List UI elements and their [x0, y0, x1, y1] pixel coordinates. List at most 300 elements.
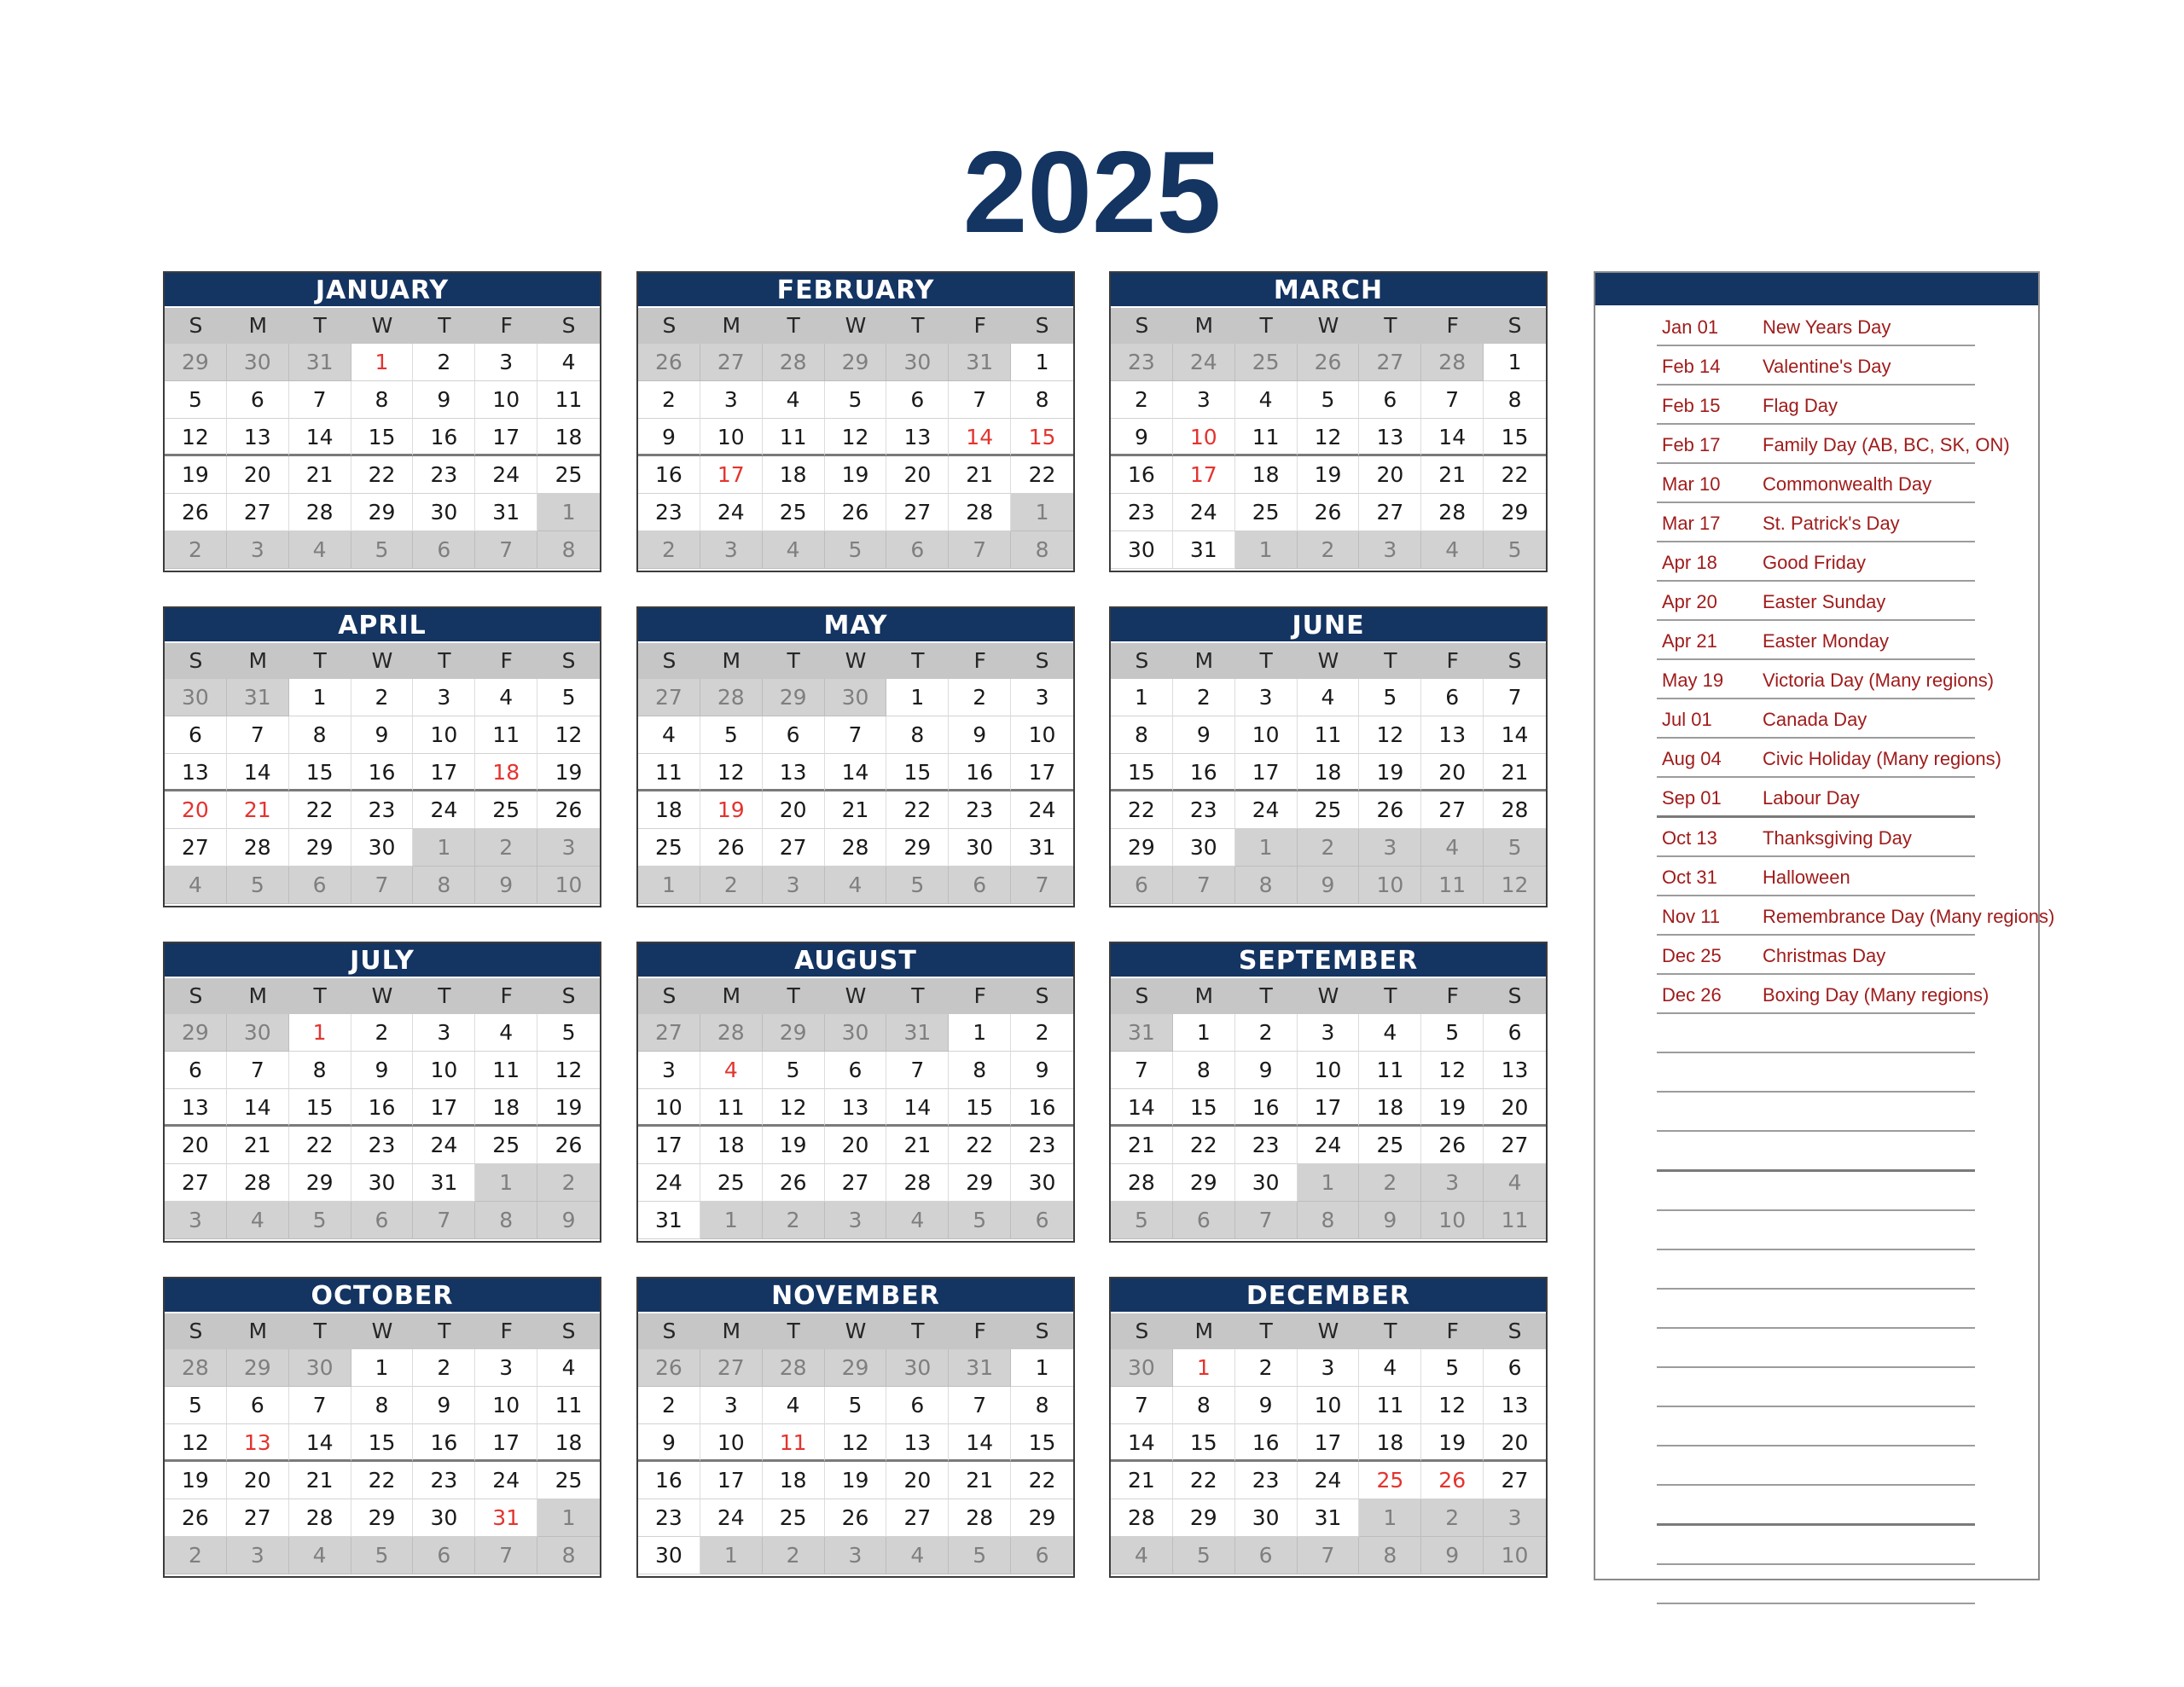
day-cell: 4	[763, 381, 825, 419]
day-cell: 30	[413, 1499, 475, 1537]
day-cell: 23	[1173, 791, 1235, 829]
other-month-day: 6	[1173, 1202, 1235, 1239]
holiday-name: Canada Day	[1763, 709, 1867, 730]
day-cell: 12	[537, 716, 600, 754]
day-cell: 1	[1111, 679, 1173, 716]
day-cell: 27	[165, 1164, 227, 1202]
weekday-label: T	[313, 648, 327, 673]
day-cell: 7	[949, 381, 1011, 419]
day-cell: 19	[165, 456, 227, 494]
holiday-date: Apr 20	[1662, 591, 1717, 612]
day-cell: 14	[825, 754, 887, 791]
other-month-day: 4	[1484, 1164, 1546, 1202]
other-month-day: 8	[475, 1202, 537, 1239]
other-month-day: 10	[537, 867, 600, 904]
other-month-day: 4	[289, 531, 351, 569]
day-cell: 5	[700, 716, 763, 754]
day-cell: 13	[1484, 1052, 1546, 1089]
day-cell: 10	[638, 1089, 700, 1127]
day-cell: 20	[1359, 456, 1421, 494]
other-month-day: 3	[825, 1202, 887, 1239]
day-cell: 5	[1421, 1014, 1484, 1052]
other-month-day: 4	[763, 531, 825, 569]
day-cell: 28	[227, 1164, 289, 1202]
day-cell: 8	[1111, 716, 1173, 754]
weekday-label: S	[1135, 983, 1149, 1008]
day-cell: 17	[1011, 754, 1073, 791]
day-cell: 22	[1111, 791, 1173, 829]
day-cell: 23	[1111, 494, 1173, 531]
day-cell: 3	[1235, 679, 1298, 716]
other-month-day: 29	[165, 344, 227, 381]
day-cell: 5	[165, 1387, 227, 1424]
day-cell: 13	[886, 1424, 949, 1462]
day-cell: 29	[351, 494, 414, 531]
weekday-header	[638, 977, 1073, 1014]
weekday-label: T	[1259, 313, 1273, 338]
month-december	[1109, 1277, 1548, 1578]
day-cell: 5	[1298, 381, 1360, 419]
day-cell: 18	[638, 791, 700, 829]
holiday-date: Oct 13	[1662, 827, 1717, 849]
weekday-label: M	[1194, 983, 1214, 1008]
holiday-name: St. Patrick's Day	[1763, 513, 1900, 534]
other-month-day: 7	[475, 1537, 537, 1574]
holiday-name: Halloween	[1763, 867, 1850, 888]
day-cell: 15	[1484, 419, 1546, 456]
day-cell: 7	[886, 1052, 949, 1089]
day-cell: 26	[1421, 1127, 1484, 1164]
day-cell: 15	[1011, 419, 1073, 456]
day-cell: 18	[700, 1127, 763, 1164]
day-cell: 12	[1421, 1052, 1484, 1089]
day-cell: 30	[638, 1537, 700, 1574]
day-cell: 25	[475, 791, 537, 829]
other-month-day: 5	[886, 867, 949, 904]
day-cell: 1	[1173, 1349, 1235, 1387]
day-cell: 25	[763, 494, 825, 531]
day-cell: 13	[1421, 716, 1484, 754]
weekday-label: F	[500, 983, 513, 1008]
holiday-date: Feb 14	[1662, 356, 1721, 377]
day-cell: 6	[1484, 1014, 1546, 1052]
weekday-label: S	[662, 1319, 677, 1343]
day-cell: 3	[700, 381, 763, 419]
weekday-header	[165, 977, 600, 1014]
other-month-day: 30	[1111, 1349, 1173, 1387]
day-cell: 19	[700, 791, 763, 829]
day-cell: 8	[949, 1052, 1011, 1089]
day-cell: 2	[1011, 1014, 1073, 1052]
day-cell: 6	[1421, 679, 1484, 716]
day-cell: 25	[537, 1462, 600, 1499]
day-cell: 23	[1011, 1127, 1073, 1164]
other-month-day: 31	[949, 344, 1011, 381]
holiday-name: Civic Holiday (Many regions)	[1763, 748, 2001, 769]
day-cell: 1	[289, 679, 351, 716]
other-month-day: 29	[227, 1349, 289, 1387]
day-grid	[165, 679, 600, 904]
day-cell: 14	[227, 754, 289, 791]
weekday-label: S	[561, 313, 576, 338]
weekday-header	[165, 1312, 600, 1349]
weekday-label: T	[787, 1319, 800, 1343]
other-month-day: 30	[289, 1349, 351, 1387]
other-month-day: 6	[1235, 1537, 1298, 1574]
day-cell: 12	[1421, 1387, 1484, 1424]
weekday-label: M	[722, 1319, 741, 1343]
day-cell: 18	[763, 1462, 825, 1499]
day-cell: 15	[886, 754, 949, 791]
day-cell: 16	[638, 456, 700, 494]
blank-ruled-line	[1657, 1486, 1975, 1526]
day-cell: 15	[289, 754, 351, 791]
day-cell: 10	[700, 1424, 763, 1462]
other-month-day: 2	[638, 531, 700, 569]
other-month-day: 3	[227, 1537, 289, 1574]
holiday-name: Boxing Day (Many regions)	[1763, 984, 1989, 1006]
day-cell: 27	[1484, 1127, 1546, 1164]
day-cell: 13	[825, 1089, 887, 1127]
weekday-label: F	[500, 1319, 513, 1343]
day-cell: 17	[1298, 1089, 1360, 1127]
day-cell: 28	[949, 1499, 1011, 1537]
day-cell: 16	[1235, 1424, 1298, 1462]
day-cell: 12	[825, 419, 887, 456]
day-cell: 26	[1298, 494, 1360, 531]
weekday-label: W	[371, 648, 393, 673]
other-month-day: 28	[1421, 344, 1484, 381]
month-september	[1109, 942, 1548, 1243]
holiday-row	[1657, 582, 1975, 621]
day-cell: 28	[1111, 1164, 1173, 1202]
blank-ruled-line	[1657, 1172, 1975, 1211]
day-cell: 12	[825, 1424, 887, 1462]
day-cell: 23	[351, 791, 414, 829]
day-cell: 21	[1111, 1462, 1173, 1499]
holiday-name: Easter Monday	[1763, 630, 1889, 652]
weekday-label: S	[561, 983, 576, 1008]
weekday-label: T	[438, 648, 451, 673]
day-cell: 30	[1235, 1164, 1298, 1202]
year-title: 2025	[962, 127, 1222, 257]
day-cell: 21	[825, 791, 887, 829]
month-title: AUGUST	[638, 943, 1073, 977]
other-month-day: 1	[475, 1164, 537, 1202]
day-cell: 25	[1359, 1462, 1421, 1499]
other-month-day: 30	[165, 679, 227, 716]
other-month-day: 5	[227, 867, 289, 904]
day-cell: 27	[227, 494, 289, 531]
day-cell: 16	[413, 419, 475, 456]
blank-ruled-line	[1657, 1526, 1975, 1565]
other-month-day: 4	[1421, 829, 1484, 867]
day-cell: 20	[886, 1462, 949, 1499]
holiday-row	[1657, 857, 1975, 896]
day-cell: 15	[351, 1424, 414, 1462]
blank-ruled-line	[1657, 1211, 1975, 1250]
weekday-label: S	[1035, 983, 1049, 1008]
weekday-label: T	[438, 1319, 451, 1343]
weekday-label: M	[722, 313, 741, 338]
other-month-day: 27	[638, 1014, 700, 1052]
day-grid	[638, 679, 1073, 904]
weekday-label: T	[911, 648, 925, 673]
day-cell: 29	[289, 829, 351, 867]
other-month-day: 27	[638, 679, 700, 716]
other-month-day: 31	[949, 1349, 1011, 1387]
other-month-day: 23	[1111, 344, 1173, 381]
day-cell: 1	[289, 1014, 351, 1052]
day-cell: 12	[700, 754, 763, 791]
day-cell: 24	[413, 1127, 475, 1164]
other-month-day: 2	[1359, 1164, 1421, 1202]
weekday-label: F	[973, 983, 986, 1008]
day-cell: 4	[1235, 381, 1298, 419]
month-may	[636, 606, 1075, 907]
day-cell: 26	[700, 829, 763, 867]
holiday-row	[1657, 464, 1975, 503]
weekday-header	[1111, 1312, 1546, 1349]
day-cell: 13	[165, 754, 227, 791]
weekday-label: T	[911, 1319, 925, 1343]
day-cell: 12	[165, 1424, 227, 1462]
holiday-date: Feb 17	[1662, 434, 1721, 455]
day-cell: 11	[537, 1387, 600, 1424]
day-cell: 2	[413, 1349, 475, 1387]
day-cell: 3	[413, 1014, 475, 1052]
holiday-date: Apr 18	[1662, 552, 1717, 573]
other-month-day: 3	[1359, 829, 1421, 867]
day-grid	[638, 1349, 1073, 1574]
day-grid	[1111, 679, 1546, 904]
weekday-label: W	[371, 1319, 393, 1343]
day-cell: 1	[351, 344, 414, 381]
day-cell: 29	[1011, 1499, 1073, 1537]
day-cell: 3	[475, 1349, 537, 1387]
day-cell: 22	[351, 456, 414, 494]
holiday-row	[1657, 818, 1975, 857]
other-month-day: 30	[886, 1349, 949, 1387]
day-cell: 24	[1298, 1462, 1360, 1499]
blank-ruled-line	[1657, 1446, 1975, 1486]
day-cell: 20	[886, 456, 949, 494]
day-cell: 18	[475, 1089, 537, 1127]
day-cell: 9	[351, 716, 414, 754]
other-month-day: 3	[1359, 531, 1421, 569]
other-month-day: 30	[825, 679, 887, 716]
day-cell: 17	[700, 456, 763, 494]
day-cell: 6	[825, 1052, 887, 1089]
weekday-label: M	[722, 648, 741, 673]
other-month-day: 28	[700, 1014, 763, 1052]
weekday-label: M	[1194, 1319, 1214, 1343]
weekday-label: T	[313, 1319, 327, 1343]
other-month-day: 7	[1298, 1537, 1360, 1574]
other-month-day: 8	[1235, 867, 1298, 904]
day-cell: 30	[351, 1164, 414, 1202]
day-cell: 13	[886, 419, 949, 456]
other-month-day: 6	[351, 1202, 414, 1239]
day-cell: 9	[949, 716, 1011, 754]
holiday-name: Good Friday	[1763, 552, 1867, 573]
month-title: MAY	[638, 608, 1073, 641]
day-cell: 28	[289, 494, 351, 531]
day-cell: 21	[227, 1127, 289, 1164]
blank-ruled-line	[1657, 1329, 1975, 1368]
day-cell: 13	[1359, 419, 1421, 456]
month-title: NOVEMBER	[638, 1278, 1073, 1312]
other-month-day: 3	[227, 531, 289, 569]
other-month-day: 31	[227, 679, 289, 716]
other-month-day: 9	[475, 867, 537, 904]
month-title: MARCH	[1111, 273, 1546, 306]
other-month-day: 8	[537, 1537, 600, 1574]
day-cell: 15	[949, 1089, 1011, 1127]
day-cell: 24	[638, 1164, 700, 1202]
day-cell: 7	[1421, 381, 1484, 419]
weekday-label: F	[1446, 648, 1459, 673]
day-cell: 1	[949, 1014, 1011, 1052]
day-cell: 5	[165, 381, 227, 419]
weekday-label: T	[1384, 313, 1397, 338]
other-month-day: 30	[227, 1014, 289, 1052]
weekday-label: T	[313, 983, 327, 1008]
day-cell: 27	[886, 494, 949, 531]
day-cell: 17	[1173, 456, 1235, 494]
day-cell: 4	[763, 1387, 825, 1424]
day-cell: 30	[1011, 1164, 1073, 1202]
day-cell: 12	[165, 419, 227, 456]
day-cell: 24	[700, 494, 763, 531]
day-cell: 27	[1359, 494, 1421, 531]
holiday-name: Remembrance Day (Many regions)	[1763, 906, 2055, 927]
day-cell: 11	[638, 754, 700, 791]
day-cell: 28	[1111, 1499, 1173, 1537]
day-cell: 26	[537, 1127, 600, 1164]
day-cell: 10	[1298, 1052, 1360, 1089]
other-month-day: 1	[537, 1499, 600, 1537]
day-cell: 17	[413, 754, 475, 791]
day-cell: 28	[1484, 791, 1546, 829]
day-cell: 28	[227, 829, 289, 867]
other-month-day: 6	[413, 1537, 475, 1574]
weekday-label: F	[973, 313, 986, 338]
holiday-list	[1657, 307, 2055, 1604]
other-month-day: 29	[763, 1014, 825, 1052]
month-february	[636, 271, 1075, 572]
other-month-day: 1	[413, 829, 475, 867]
day-cell: 18	[475, 754, 537, 791]
day-cell: 21	[1111, 1127, 1173, 1164]
day-cell: 6	[886, 1387, 949, 1424]
day-cell: 29	[1484, 494, 1546, 531]
other-month-day: 3	[700, 531, 763, 569]
weekday-label: S	[1135, 313, 1149, 338]
day-cell: 17	[638, 1127, 700, 1164]
weekday-header	[1111, 641, 1546, 679]
day-cell: 31	[1173, 531, 1235, 569]
day-cell: 19	[1421, 1089, 1484, 1127]
day-cell: 28	[825, 829, 887, 867]
other-month-day: 10	[1359, 867, 1421, 904]
day-cell: 7	[1111, 1387, 1173, 1424]
other-month-day: 4	[227, 1202, 289, 1239]
day-cell: 24	[1011, 791, 1073, 829]
day-cell: 11	[475, 716, 537, 754]
other-month-day: 31	[1111, 1014, 1173, 1052]
day-cell: 3	[1173, 381, 1235, 419]
other-month-day: 3	[763, 867, 825, 904]
other-month-day: 8	[1011, 531, 1073, 569]
other-month-day: 11	[1421, 867, 1484, 904]
other-month-day: 3	[1421, 1164, 1484, 1202]
weekday-label: W	[845, 983, 867, 1008]
holiday-date: Sep 01	[1662, 787, 1722, 809]
weekday-label: M	[1194, 313, 1214, 338]
holiday-name: Valentine's Day	[1763, 356, 1891, 377]
day-cell: 10	[700, 419, 763, 456]
day-cell: 24	[1298, 1127, 1360, 1164]
day-cell: 13	[763, 754, 825, 791]
weekday-label: T	[438, 313, 451, 338]
day-cell: 13	[227, 1424, 289, 1462]
day-cell: 24	[475, 1462, 537, 1499]
weekday-label: W	[1317, 1319, 1339, 1343]
day-cell: 4	[700, 1052, 763, 1089]
day-cell: 14	[289, 1424, 351, 1462]
weekday-label: W	[1317, 313, 1339, 338]
day-cell: 3	[1011, 679, 1073, 716]
other-month-day: 30	[825, 1014, 887, 1052]
day-cell: 23	[1235, 1462, 1298, 1499]
day-cell: 18	[1359, 1089, 1421, 1127]
other-month-day: 26	[638, 1349, 700, 1387]
other-month-day: 8	[1359, 1537, 1421, 1574]
day-cell: 22	[289, 791, 351, 829]
holiday-row	[1657, 425, 2010, 464]
day-cell: 26	[165, 494, 227, 531]
day-cell: 5	[763, 1052, 825, 1089]
day-cell: 19	[1421, 1424, 1484, 1462]
day-cell: 15	[1173, 1424, 1235, 1462]
month-january	[163, 271, 601, 572]
other-month-day: 3	[165, 1202, 227, 1239]
day-cell: 22	[1484, 456, 1546, 494]
day-cell: 18	[537, 419, 600, 456]
other-month-day: 8	[1298, 1202, 1360, 1239]
day-cell: 5	[1359, 679, 1421, 716]
day-cell: 2	[638, 1387, 700, 1424]
day-cell: 30	[1111, 531, 1173, 569]
holiday-date: Jan 01	[1662, 316, 1719, 338]
weekday-label: M	[248, 313, 268, 338]
day-cell: 13	[1484, 1387, 1546, 1424]
day-cell: 13	[227, 419, 289, 456]
month-title: OCTOBER	[165, 1278, 600, 1312]
month-title: DECEMBER	[1111, 1278, 1546, 1312]
day-cell: 3	[475, 344, 537, 381]
day-cell: 20	[1484, 1424, 1546, 1462]
day-cell: 19	[1359, 754, 1421, 791]
day-cell: 6	[165, 716, 227, 754]
day-cell: 22	[1173, 1127, 1235, 1164]
holiday-name: Flag Day	[1763, 395, 1838, 416]
day-cell: 6	[1359, 381, 1421, 419]
weekday-label: S	[1507, 983, 1522, 1008]
weekday-label: M	[722, 983, 741, 1008]
holiday-date: Feb 15	[1662, 395, 1721, 416]
